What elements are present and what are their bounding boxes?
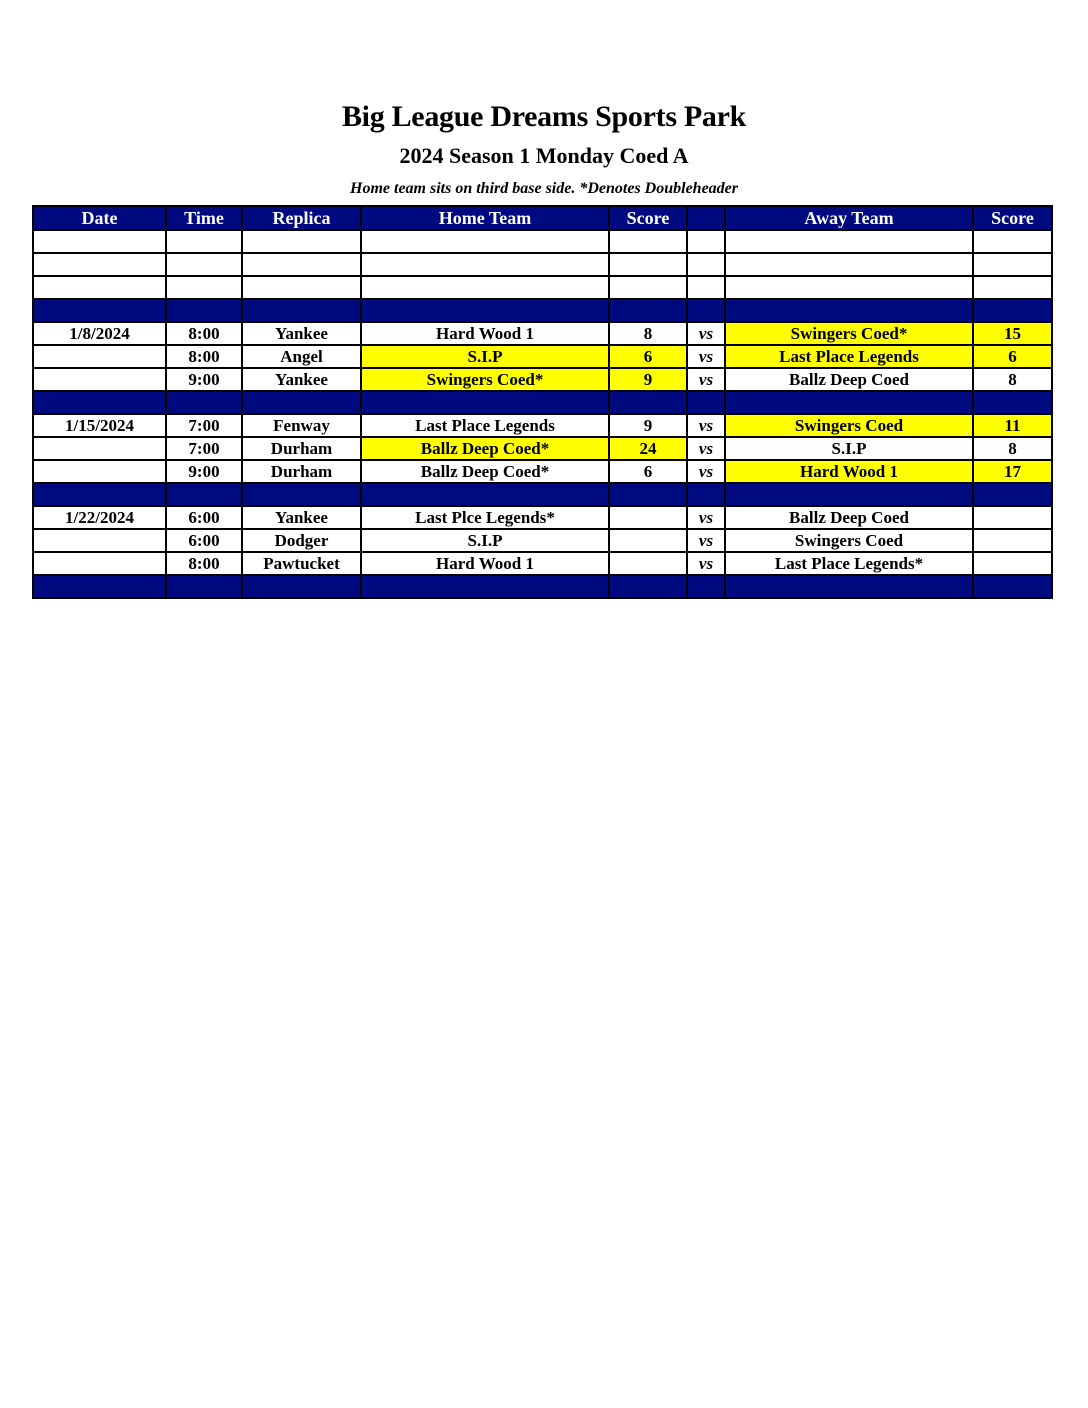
empty-row — [33, 253, 1052, 276]
column-header-home-team: Home Team — [361, 206, 609, 230]
away-team-cell — [725, 230, 973, 253]
replica-cell: Angel — [242, 345, 361, 368]
game-row — [33, 414, 1052, 437]
replica-cell: Yankee — [242, 322, 361, 345]
home-score-cell — [609, 391, 687, 414]
replica-cell: Dodger — [242, 529, 361, 552]
date-cell: 1/22/2024 — [33, 506, 166, 529]
time-cell — [166, 276, 242, 299]
replica-cell: Yankee — [242, 368, 361, 391]
away-team-cell: Ballz Deep Coed — [725, 506, 973, 529]
date-cell — [33, 276, 166, 299]
home-team-cell — [361, 299, 609, 322]
home-score-cell — [609, 483, 687, 506]
game-row — [33, 552, 1052, 575]
away-score-cell — [973, 230, 1052, 253]
game-row — [33, 368, 1052, 391]
replica-cell: Fenway — [242, 414, 361, 437]
home-score-cell — [609, 230, 687, 253]
home-team-cell: Ballz Deep Coed* — [361, 460, 609, 483]
date-cell — [33, 575, 166, 598]
page-title: Big League Dreams Sports Park — [341, 100, 747, 133]
date-cell — [33, 460, 166, 483]
replica-cell: Pawtucket — [242, 552, 361, 575]
vs-cell — [687, 575, 725, 598]
home-team-cell — [361, 230, 609, 253]
time-cell — [166, 299, 242, 322]
date-cell — [33, 230, 166, 253]
home-score-cell: 9 — [609, 414, 687, 437]
time-cell: 6:00 — [166, 506, 242, 529]
game-row — [33, 322, 1052, 345]
away-team-cell: Swingers Coed* — [725, 322, 973, 345]
vs-cell: vs — [687, 552, 725, 575]
home-score-cell — [609, 276, 687, 299]
empty-row — [33, 276, 1052, 299]
home-team-cell: Hard Wood 1 — [361, 322, 609, 345]
away-score-cell — [973, 253, 1052, 276]
replica-cell — [242, 230, 361, 253]
home-team-cell: Last Place Legends — [361, 414, 609, 437]
home-team-cell: Ballz Deep Coed* — [361, 437, 609, 460]
replica-cell — [242, 575, 361, 598]
away-score-cell: 11 — [973, 414, 1052, 437]
vs-cell: vs — [687, 322, 725, 345]
column-header-home-score: Score — [609, 206, 687, 230]
home-score-cell: 9 — [609, 368, 687, 391]
home-team-cell — [361, 391, 609, 414]
vs-cell — [687, 299, 725, 322]
home-score-cell: 6 — [609, 460, 687, 483]
time-cell — [166, 483, 242, 506]
away-team-cell: Last Place Legends* — [725, 552, 973, 575]
section-divider-row — [33, 299, 1052, 322]
time-cell: 9:00 — [166, 460, 242, 483]
replica-cell — [242, 391, 361, 414]
replica-cell — [242, 253, 361, 276]
away-team-cell — [725, 276, 973, 299]
section-divider-row — [33, 483, 1052, 506]
home-score-cell: 6 — [609, 345, 687, 368]
date-cell — [33, 552, 166, 575]
home-team-cell: S.I.P — [361, 345, 609, 368]
away-team-cell: Swingers Coed — [725, 529, 973, 552]
vs-cell — [687, 253, 725, 276]
away-score-cell — [973, 276, 1052, 299]
time-cell — [166, 575, 242, 598]
column-header-time: Time — [166, 206, 242, 230]
home-score-cell — [609, 575, 687, 598]
home-score-cell: 8 — [609, 322, 687, 345]
section-divider-row — [33, 575, 1052, 598]
game-row — [33, 437, 1052, 460]
away-team-cell: Last Place Legends — [725, 345, 973, 368]
away-score-cell — [973, 552, 1052, 575]
away-team-cell — [725, 391, 973, 414]
schedule-body — [33, 230, 1052, 598]
away-score-cell — [973, 529, 1052, 552]
column-header-replica: Replica — [242, 206, 361, 230]
away-score-cell — [973, 299, 1052, 322]
away-team-cell — [725, 575, 973, 598]
date-cell — [33, 368, 166, 391]
home-score-cell — [609, 506, 687, 529]
page-subtitle: 2024 Season 1 Monday Coed A — [399, 143, 689, 168]
time-cell — [166, 391, 242, 414]
replica-cell — [242, 483, 361, 506]
date-cell — [33, 529, 166, 552]
time-cell — [166, 253, 242, 276]
home-score-cell: 24 — [609, 437, 687, 460]
vs-cell: vs — [687, 506, 725, 529]
date-cell: 1/8/2024 — [33, 322, 166, 345]
time-cell: 7:00 — [166, 414, 242, 437]
home-team-cell — [361, 276, 609, 299]
away-score-cell — [973, 391, 1052, 414]
away-score-cell: 6 — [973, 345, 1052, 368]
game-row — [33, 506, 1052, 529]
away-team-cell: S.I.P — [725, 437, 973, 460]
column-header-away-team: Away Team — [725, 206, 973, 230]
date-cell — [33, 299, 166, 322]
home-score-cell — [609, 552, 687, 575]
replica-cell: Yankee — [242, 506, 361, 529]
vs-cell: vs — [687, 529, 725, 552]
date-cell — [33, 437, 166, 460]
away-score-cell: 8 — [973, 368, 1052, 391]
replica-cell: Durham — [242, 460, 361, 483]
game-row — [33, 529, 1052, 552]
away-score-cell — [973, 575, 1052, 598]
vs-cell: vs — [687, 437, 725, 460]
date-cell — [33, 345, 166, 368]
vs-cell: vs — [687, 460, 725, 483]
away-score-cell — [973, 483, 1052, 506]
vs-cell: vs — [687, 368, 725, 391]
time-cell: 8:00 — [166, 322, 242, 345]
away-team-cell: Hard Wood 1 — [725, 460, 973, 483]
away-score-cell: 8 — [973, 437, 1052, 460]
home-team-cell — [361, 575, 609, 598]
away-team-cell — [725, 253, 973, 276]
vs-cell — [687, 483, 725, 506]
away-score-cell — [973, 506, 1052, 529]
home-score-cell — [609, 299, 687, 322]
home-team-cell — [361, 253, 609, 276]
vs-cell — [687, 391, 725, 414]
home-team-cell: Swingers Coed* — [361, 368, 609, 391]
time-cell — [166, 230, 242, 253]
empty-row — [33, 230, 1052, 253]
time-cell: 8:00 — [166, 345, 242, 368]
away-team-cell: Ballz Deep Coed — [725, 368, 973, 391]
away-team-cell — [725, 299, 973, 322]
vs-cell: vs — [687, 345, 725, 368]
time-cell: 7:00 — [166, 437, 242, 460]
column-header-vs — [687, 206, 725, 230]
home-team-cell: Hard Wood 1 — [361, 552, 609, 575]
away-team-cell: Swingers Coed — [725, 414, 973, 437]
home-team-cell — [361, 483, 609, 506]
away-team-cell — [725, 483, 973, 506]
column-header-away-score: Score — [973, 206, 1052, 230]
away-score-cell: 17 — [973, 460, 1052, 483]
vs-cell: vs — [687, 414, 725, 437]
game-row — [33, 345, 1052, 368]
replica-cell — [242, 276, 361, 299]
column-header-date: Date — [33, 206, 166, 230]
date-cell — [33, 253, 166, 276]
home-score-cell — [609, 253, 687, 276]
time-cell: 8:00 — [166, 552, 242, 575]
vs-cell — [687, 276, 725, 299]
game-row — [33, 460, 1052, 483]
schedule-note: Home team sits on third base side. *Denotes Doubleheader — [350, 180, 738, 197]
replica-cell — [242, 299, 361, 322]
date-cell: 1/15/2024 — [33, 414, 166, 437]
home-score-cell — [609, 529, 687, 552]
schedule-table — [32, 205, 1053, 599]
date-cell — [33, 391, 166, 414]
date-cell — [33, 483, 166, 506]
table-header-row — [33, 206, 1052, 230]
home-team-cell: Last Plce Legends* — [361, 506, 609, 529]
section-divider-row — [33, 391, 1052, 414]
vs-cell — [687, 230, 725, 253]
away-score-cell: 15 — [973, 322, 1052, 345]
home-team-cell: S.I.P — [361, 529, 609, 552]
replica-cell: Durham — [242, 437, 361, 460]
time-cell: 9:00 — [166, 368, 242, 391]
time-cell: 6:00 — [166, 529, 242, 552]
